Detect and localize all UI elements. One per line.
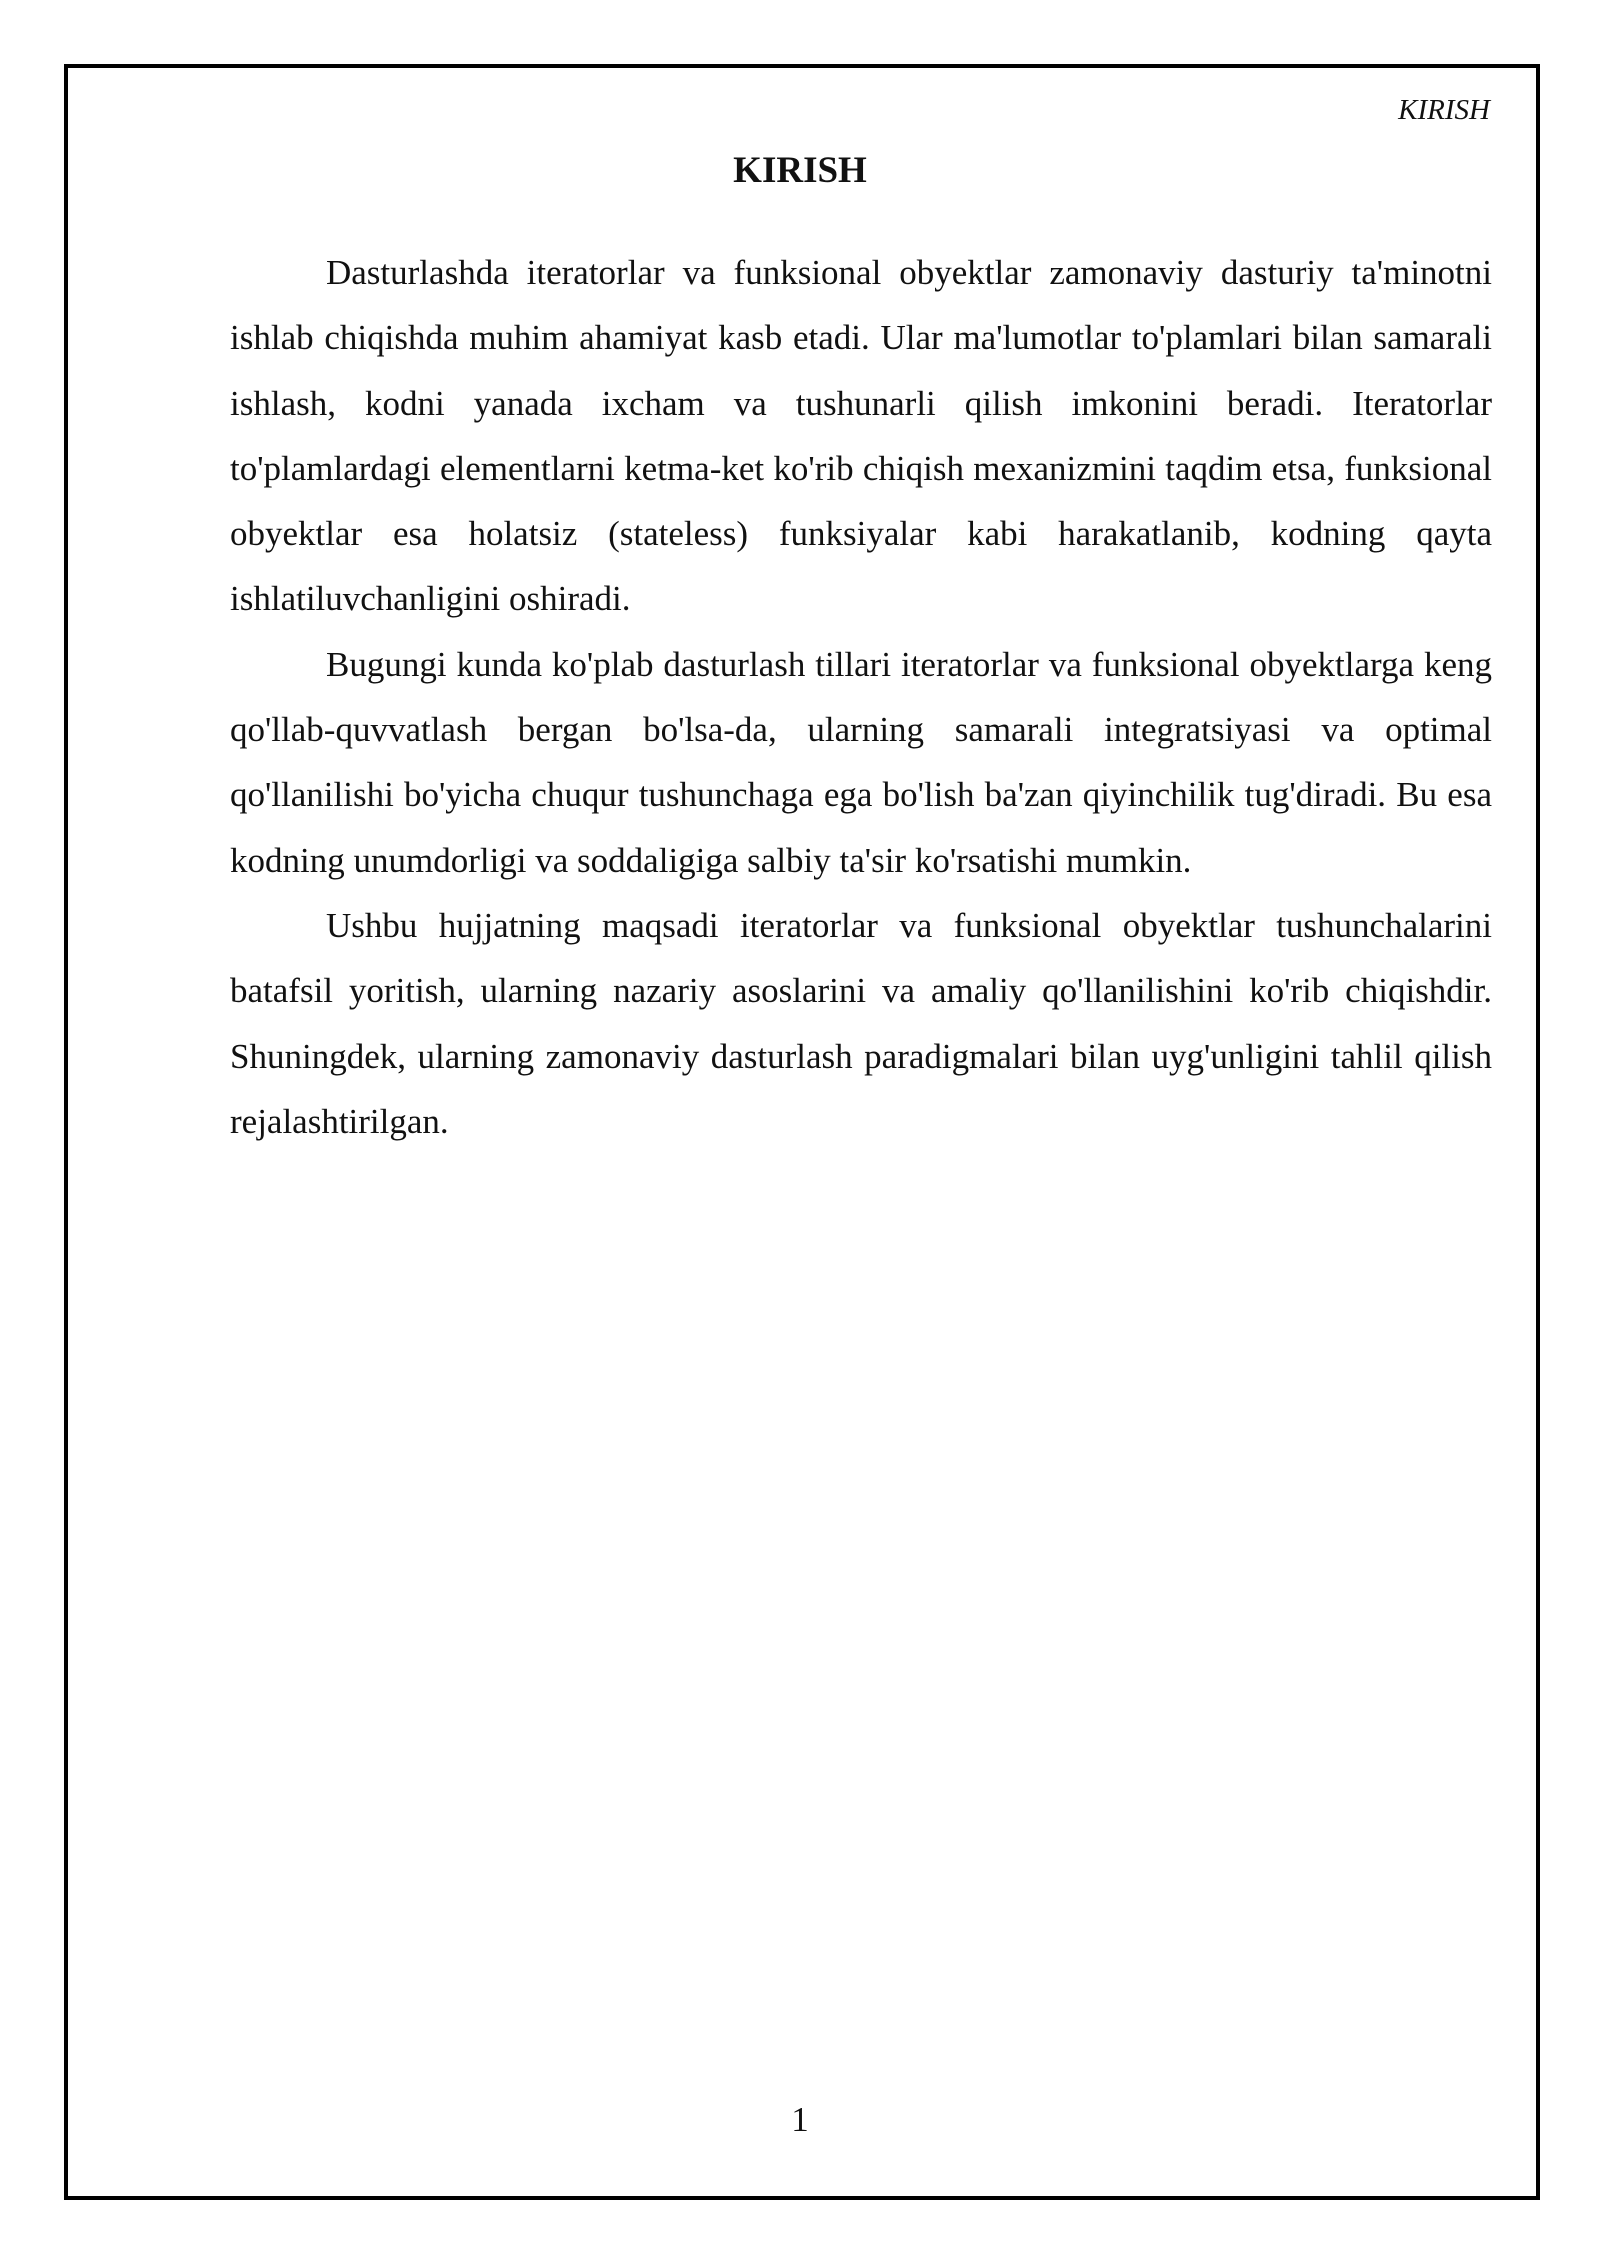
paragraph-1: Dasturlashda iteratorlar va funksional obyektlar zamonaviy dasturiy ta'minotni ishlab chiqishda muhim ahamiyat kasb etadi. Ular ma'lumotlar to'plamlari bilan samarali ishlash, kodni yanada ixcham va tushunarli qilish imkonini beradi. Iteratorlar to'plamlardagi elementlarni ketma-ket ko'rib chiqish mexanizmini taqdim etsa, funksional obyektlar esa holatsiz (stateless) funksiyalar kabi harakatlanib, kodning qayta ishlatiluvchanligini oshiradi. [230,253,1492,619]
body-text [230,240,1492,1154]
running-header: KIRISH [1398,94,1490,126]
section-title: KIRISH [733,150,867,191]
paragraph-3: Ushbu hujjatning maqsadi iteratorlar va funksional obyektlar tushunchalarini batafsil yoritish, ularning nazariy asoslarini va amaliy qo'llanilishini ko'rib chiqishdir. Shuningdek, ularning zamonaviy dasturlash paradigmalari bilan uyg'unligini tahlil qilish rejalashtirilgan. [230,905,1492,1141]
page-number: 1 [791,2100,809,2139]
paragraph-2: Bugungi kunda ko'plab dasturlash tillari iteratorlar va funksional obyektlarga keng qo'llab-quvvatlash bergan bo'lsa-da, ularning samarali integratsiyasi va optimal qo'llanilishi bo'yicha chuqur tushunchaga ega bo'lish ba'zan qiyinchilik tug'diradi. Bu esa kodning unumdorligi va soddaligiga salbiy ta'sir ko'rsatishi mumkin. [230,644,1492,880]
